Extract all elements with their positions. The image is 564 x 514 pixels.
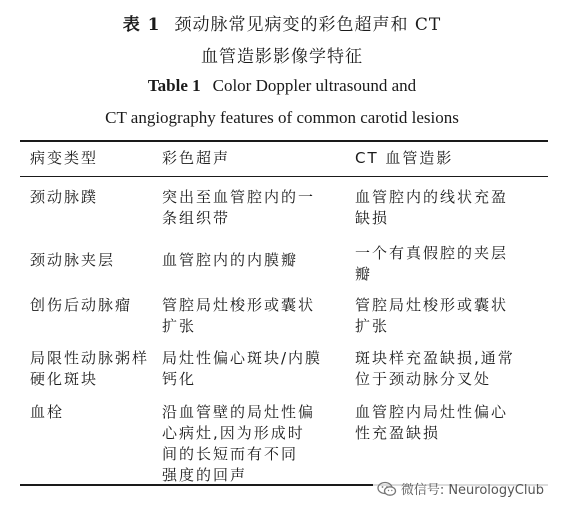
table-row-1-type: 颈动脉蹼: [30, 188, 99, 206]
table-title-en-line1: [0, 76, 564, 96]
table-row-3-cta: 管腔局灶梭形或囊状 扩张: [355, 296, 509, 335]
table-row-3-ultrasound: 管腔局灶梭形或囊状 扩张: [162, 296, 316, 335]
table-title-zh-text: 颈动脉常见病变的彩色超声和 CT: [174, 15, 442, 35]
table-row-4-type: 局限性动脉粥样 硬化斑块: [30, 349, 150, 388]
table-label-en: Table 1: [147, 76, 201, 95]
table-row-5-cta: 血管腔内局灶性偏心 性充盈缺损: [355, 403, 509, 442]
header-color-ultrasound: 彩色超声: [162, 149, 231, 167]
table-header-rule: [20, 176, 548, 177]
table-label-zh: 表 1: [122, 15, 161, 35]
table-row-4-cta: 斑块样充盈缺损,通常 位于颈动脉分叉处: [355, 349, 515, 388]
table-row-5-type: 血栓: [30, 403, 65, 421]
header-lesion-type: 病变类型: [30, 149, 99, 167]
table-row-1-ultrasound: 突出至血管腔内的一 条组织带: [162, 188, 316, 227]
table-title-zh-line1: [0, 10, 564, 35]
wechat-icon: [377, 481, 397, 497]
table-top-rule: [20, 140, 548, 142]
table-row-4-ultrasound: 局灶性偏心斑块/内膜 钙化: [162, 349, 323, 388]
wechat-watermark: [373, 478, 548, 499]
watermark-text: 微信号: NeurologyClub: [400, 483, 544, 498]
table-title-en-line2: CT angiography features of common carotid lesions: [105, 108, 459, 127]
table-row-1-cta: 血管腔内的线状充盈 缺损: [355, 188, 509, 227]
table-title-zh-line2: 血管造影影像学特征: [201, 47, 363, 67]
table-row-2-type: 颈动脉夹层: [30, 251, 116, 269]
table-row-5-ultrasound: 沿血管壁的局灶性偏 心病灶,因为形成时 间的长短而有不同 强度的回声: [162, 403, 316, 484]
table-row-2-cta: 一个有真假腔的夹层 瓣: [355, 244, 509, 283]
table-title-en-text: Color Doppler ultrasound and: [212, 76, 417, 95]
header-ct-angiography: CT 血管造影: [355, 149, 454, 167]
table-row-2-ultrasound: 血管腔内的内膜瓣: [162, 251, 299, 269]
table-row-3-type: 创伤后动脉瘤: [30, 296, 133, 314]
